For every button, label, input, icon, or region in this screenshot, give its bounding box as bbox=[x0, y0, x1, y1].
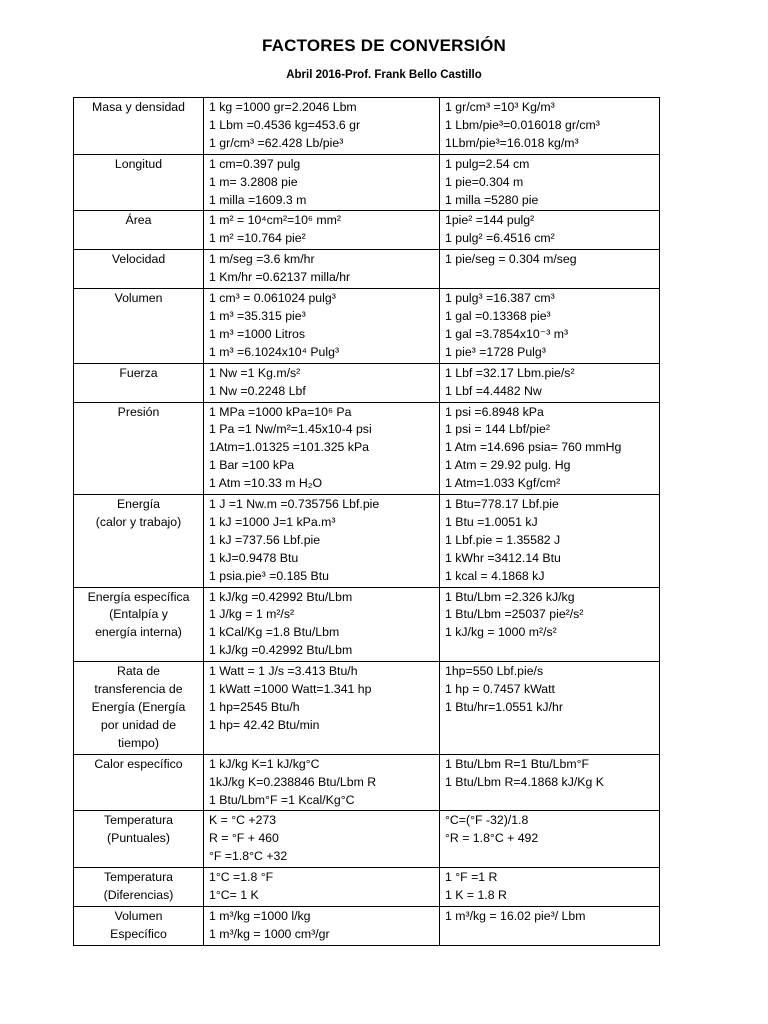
conversion-factor: 1 kJ/kg = 1000 m²/s² bbox=[445, 625, 557, 640]
category-cell bbox=[74, 289, 204, 364]
conversion-factor: 1 pulg=2.54 cm bbox=[445, 156, 530, 171]
conversion-factor: 1 Btu/Lbm R=1 Btu/Lbm°F bbox=[445, 756, 590, 771]
conversion-factor: 1 Pa =1 Nw/m²=1.45x10-4 psi bbox=[209, 422, 372, 437]
conversion-cell-left bbox=[204, 495, 440, 588]
category-label: (Puntuales) bbox=[107, 831, 170, 846]
conversion-factor: 1 Btu/Lbm R=4.1868 kJ/Kg K bbox=[445, 774, 604, 789]
conversion-factor: 1 Btu=778.17 Lbf.pie bbox=[445, 497, 559, 512]
conversion-factor: 1 kg =1000 gr=2.2046 Lbm bbox=[209, 100, 357, 114]
category-label: Rata de bbox=[116, 664, 161, 679]
category-label: por unidad de bbox=[100, 717, 177, 732]
conversion-factor: 1 J/kg = 1 m²/s² bbox=[209, 607, 295, 622]
conversion-factor: 1 °F =1 R bbox=[445, 870, 498, 885]
table-row bbox=[74, 754, 660, 811]
category-label: Calor específico bbox=[94, 756, 183, 771]
conversion-table-body bbox=[74, 98, 660, 946]
conversion-factor: 1 J =1 Nw.m =0.735756 Lbf.pie bbox=[209, 497, 380, 512]
conversion-factor: 1 K = 1.8 R bbox=[445, 888, 507, 903]
conversion-factor: 1 Lbf.pie = 1.35582 J bbox=[445, 532, 561, 547]
conversion-cell-right bbox=[440, 211, 660, 250]
conversion-factor: 1 Atm =10.33 m H₂O bbox=[209, 476, 323, 491]
table-row bbox=[74, 363, 660, 402]
document-subtitle: Abril 2016-Prof. Frank Bello Castillo bbox=[286, 69, 482, 81]
conversion-factor: 1 m³/kg = 16.02 pie³/ Lbm bbox=[445, 908, 586, 923]
conversion-cell-left bbox=[204, 98, 440, 155]
conversion-factor: 1 pie/seg = 0.304 m/seg bbox=[445, 252, 577, 267]
category-cell bbox=[74, 154, 204, 211]
conversion-factor: 1 kJ/kg K=1 kJ/kg°C bbox=[209, 756, 320, 771]
conversion-cell-left bbox=[204, 289, 440, 364]
conversion-cell-left bbox=[204, 754, 440, 811]
table-row bbox=[74, 154, 660, 211]
conversion-factor: °C=(°F -32)/1.8 bbox=[445, 813, 529, 828]
conversion-factor: 1 Bar =100 kPa bbox=[209, 458, 295, 473]
conversion-factor: 1 kJ/kg =0.42992 Btu/Lbm bbox=[209, 589, 353, 604]
conversion-factor: 1 milla =1609.3 m bbox=[209, 192, 307, 207]
conversion-factor: 1 m/seg =3.6 km/hr bbox=[209, 252, 315, 267]
conversion-cell-right bbox=[440, 98, 660, 155]
conversion-table bbox=[73, 97, 660, 946]
table-row bbox=[74, 495, 660, 588]
category-label: Energía (Energía bbox=[91, 700, 186, 714]
table-row bbox=[74, 906, 660, 945]
conversion-factor: 1 kJ =1000 J=1 kPa.m³ bbox=[209, 514, 336, 529]
category-cell bbox=[74, 587, 204, 662]
category-cell bbox=[74, 811, 204, 868]
conversion-factor: 1 m³ =1000 Litros bbox=[209, 326, 306, 341]
conversion-factor: 1 gal =3.7854x10⁻³ m³ bbox=[445, 326, 569, 341]
conversion-factor: 1 psi = 144 Lbf/pie² bbox=[445, 422, 550, 437]
conversion-factor: 1 pulg² =6.4516 cm² bbox=[445, 231, 555, 246]
table-row bbox=[74, 811, 660, 868]
conversion-factor: 1 psi =6.8948 kPa bbox=[445, 404, 544, 419]
conversion-factor: 1 Atm=1.033 Kgf/cm² bbox=[445, 476, 561, 491]
conversion-factor: 1 Watt = 1 J/s =3.413 Btu/h bbox=[209, 664, 358, 679]
conversion-factor: 1 Nw =1 Kg.m/s² bbox=[209, 365, 301, 380]
conversion-cell-left bbox=[204, 868, 440, 907]
conversion-cell-right bbox=[440, 587, 660, 662]
conversion-cell-right bbox=[440, 250, 660, 289]
category-label: Velocidad bbox=[111, 252, 166, 267]
category-label: Energía bbox=[116, 497, 161, 512]
category-label: Área bbox=[125, 213, 152, 228]
conversion-factor: 1 m³/kg =1000 l/kg bbox=[209, 908, 311, 923]
conversion-factor: 1 m³/kg = 1000 cm³/gr bbox=[209, 926, 330, 941]
conversion-factor: 1 m³ =35.315 pie³ bbox=[209, 308, 306, 323]
conversion-factor: 1 gal =0.13368 pie³ bbox=[445, 308, 551, 323]
conversion-cell-left bbox=[204, 250, 440, 289]
category-label: (Diferencias) bbox=[103, 888, 174, 903]
conversion-factor: 1kJ/kg K=0.238846 Btu/Lbm R bbox=[209, 774, 377, 789]
conversion-factor: 1 kcal = 4.1868 kJ bbox=[445, 568, 545, 583]
conversion-cell-right bbox=[440, 154, 660, 211]
conversion-factor: R = °F + 460 bbox=[209, 831, 279, 846]
conversion-cell-right bbox=[440, 495, 660, 588]
table-row bbox=[74, 98, 660, 155]
conversion-factor: 1 m= 3.2808 pie bbox=[209, 174, 298, 189]
conversion-cell-right bbox=[440, 811, 660, 868]
category-label: Energía específica bbox=[87, 589, 190, 604]
category-cell bbox=[74, 98, 204, 155]
conversion-factor: 1 kWhr =3412.14 Btu bbox=[445, 550, 561, 565]
category-cell bbox=[74, 754, 204, 811]
category-cell bbox=[74, 363, 204, 402]
conversion-factor: 1°C =1.8 °F bbox=[209, 870, 274, 885]
conversion-factor: 1 kJ/kg =0.42992 Btu/Lbm bbox=[209, 643, 353, 658]
category-label: Volumen bbox=[114, 291, 163, 306]
conversion-factor: 1 Atm =14.696 psia= 760 mmHg bbox=[445, 440, 622, 455]
category-cell bbox=[74, 250, 204, 289]
conversion-cell-left bbox=[204, 662, 440, 755]
conversion-factor: °F =1.8°C +32 bbox=[209, 849, 288, 864]
category-cell bbox=[74, 211, 204, 250]
category-label: (calor y trabajo) bbox=[95, 514, 182, 529]
conversion-factor: 1 Btu =1.0051 kJ bbox=[445, 514, 538, 529]
conversion-factor: 1 Atm = 29.92 pulg. Hg bbox=[445, 458, 571, 473]
category-label: energía interna) bbox=[95, 625, 182, 640]
table-row bbox=[74, 289, 660, 364]
conversion-factor: 1 gr/cm³ =10³ Kg/m³ bbox=[445, 100, 555, 114]
conversion-factor: 1hp=550 Lbf.pie/s bbox=[445, 664, 544, 679]
conversion-factor: 1 kWatt =1000 Watt=1.341 hp bbox=[209, 682, 372, 697]
conversion-factor: 1 cm³ = 0.061024 pulg³ bbox=[209, 291, 336, 306]
conversion-factor: 1 Nw =0.2248 Lbf bbox=[209, 383, 306, 398]
conversion-factor: 1 kJ =737.56 Lbf.pie bbox=[209, 532, 321, 547]
conversion-factor: 1 hp = 0.7457 kWatt bbox=[445, 682, 555, 697]
conversion-factor: 1 Lbm =0.4536 kg=453.6 gr bbox=[209, 117, 361, 132]
category-label: tiempo) bbox=[117, 735, 159, 750]
conversion-cell-right bbox=[440, 662, 660, 755]
conversion-factor: 1 psia.pie³ =0.185 Btu bbox=[209, 568, 329, 583]
conversion-cell-left bbox=[204, 811, 440, 868]
conversion-factor: 1 hp=2545 Btu/h bbox=[209, 700, 300, 714]
category-label: Masa y densidad bbox=[92, 100, 185, 114]
conversion-factor: 1Atm=1.01325 =101.325 kPa bbox=[209, 440, 369, 455]
table-row bbox=[74, 662, 660, 755]
category-label: Fuerza bbox=[119, 365, 158, 380]
conversion-cell-right bbox=[440, 754, 660, 811]
category-label: (Entalpía y bbox=[109, 607, 168, 622]
conversion-factor: 1 milla =5280 pie bbox=[445, 192, 539, 207]
category-cell bbox=[74, 868, 204, 907]
category-label: Volumen bbox=[114, 908, 163, 923]
conversion-factor: 1 Btu/Lbm =25037 pie²/s² bbox=[445, 607, 584, 622]
conversion-cell-left bbox=[204, 906, 440, 945]
conversion-cell-left bbox=[204, 363, 440, 402]
category-label: Temperatura bbox=[103, 813, 174, 828]
conversion-cell-left bbox=[204, 154, 440, 211]
conversion-cell-right bbox=[440, 906, 660, 945]
conversion-factor: 1 gr/cm³ =62.428 Lb/pie³ bbox=[209, 135, 344, 150]
category-label: Específico bbox=[110, 926, 167, 941]
conversion-cell-left bbox=[204, 211, 440, 250]
category-label: Presión bbox=[117, 404, 160, 419]
conversion-factor: 1 m² =10.764 pie² bbox=[209, 231, 306, 246]
category-cell bbox=[74, 906, 204, 945]
conversion-factor: 1 kCal/Kg =1.8 Btu/Lbm bbox=[209, 625, 340, 640]
conversion-factor: 1 Btu/Lbm°F =1 Kcal/Kg°C bbox=[209, 792, 355, 807]
category-cell bbox=[74, 495, 204, 588]
conversion-factor: 1 pulg³ =16.387 cm³ bbox=[445, 291, 555, 306]
conversion-factor: 1 m² = 10⁴cm²=10⁶ mm² bbox=[209, 213, 341, 228]
category-label: transferencia de bbox=[94, 682, 183, 697]
conversion-factor: 1°C= 1 K bbox=[209, 888, 259, 903]
category-cell bbox=[74, 402, 204, 495]
conversion-factor: 1 pie=0.304 m bbox=[445, 174, 524, 189]
conversion-factor: K = °C +273 bbox=[209, 813, 277, 828]
category-label: Temperatura bbox=[103, 870, 174, 885]
conversion-factor: 1 m³ =6.1024x10⁴ Pulg³ bbox=[209, 344, 340, 359]
conversion-factor: 1 Lbm/pie³=0.016018 gr/cm³ bbox=[445, 117, 600, 132]
document-title: FACTORES DE CONVERSIÓN bbox=[261, 36, 506, 55]
conversion-cell-right bbox=[440, 868, 660, 907]
table-row bbox=[74, 868, 660, 907]
conversion-cell-right bbox=[440, 289, 660, 364]
conversion-cell-right bbox=[440, 363, 660, 402]
conversion-cell-right bbox=[440, 402, 660, 495]
conversion-factor: 1 hp= 42.42 Btu/min bbox=[209, 717, 320, 732]
conversion-cell-left bbox=[204, 587, 440, 662]
conversion-factor: 1 Lbf =32.17 Lbm.pie/s² bbox=[445, 365, 575, 380]
category-label: Longitud bbox=[114, 156, 163, 171]
conversion-factor: 1 pie³ =1728 Pulg³ bbox=[445, 344, 546, 359]
conversion-factor: 1 Btu/hr=1.0551 kJ/hr bbox=[445, 700, 563, 714]
table-row bbox=[74, 211, 660, 250]
conversion-factor: 1Lbm/pie³=16.018 kg/m³ bbox=[445, 135, 579, 150]
table-row bbox=[74, 250, 660, 289]
conversion-factor: 1 Lbf =4.4482 Nw bbox=[445, 383, 542, 398]
conversion-factor: 1 cm=0.397 pulg bbox=[209, 156, 301, 171]
conversion-factor: 1 Km/hr =0.62137 milla/hr bbox=[209, 270, 351, 285]
conversion-factor: 1pie² =144 pulg² bbox=[445, 213, 535, 228]
conversion-factor: °R = 1.8°C + 492 bbox=[445, 831, 539, 846]
conversion-factor: 1 Btu/Lbm =2.326 kJ/kg bbox=[445, 589, 575, 604]
conversion-cell-left bbox=[204, 402, 440, 495]
table-row bbox=[74, 587, 660, 662]
table-row bbox=[74, 402, 660, 495]
conversion-factor: 1 MPa =1000 kPa=10⁶ Pa bbox=[209, 404, 352, 419]
category-cell bbox=[74, 662, 204, 755]
conversion-factor: 1 kJ=0.9478 Btu bbox=[209, 550, 299, 565]
